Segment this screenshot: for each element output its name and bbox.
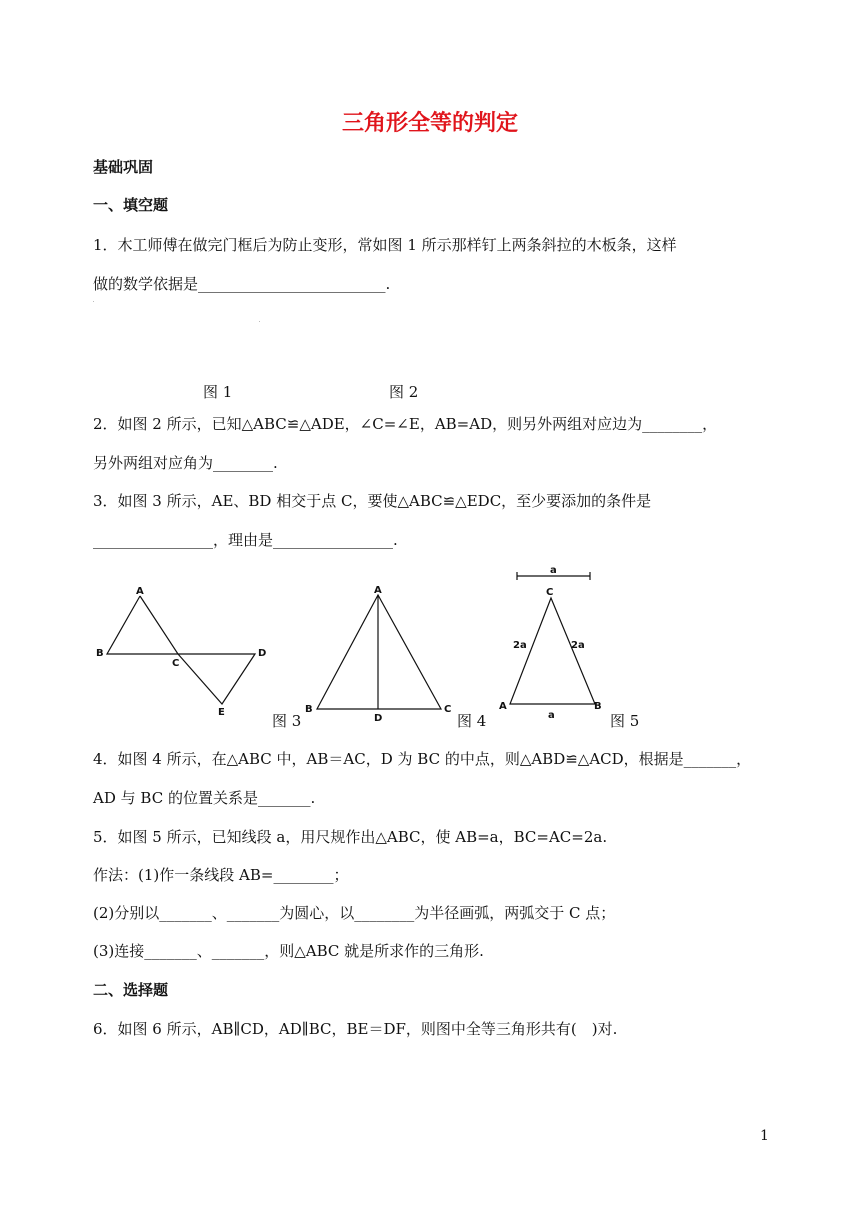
figure-1-caption: 图 1: [203, 383, 233, 401]
figure-5-caption: 图 5: [610, 712, 640, 730]
figure-5-diagram: [495, 562, 610, 724]
page-title: 三角形全等的判定: [341, 111, 518, 136]
question-1-line-1: 1．木工师傅在做完门框后为防止变形，常如图 1 所示那样钉上两条斜拉的木板条，这样: [93, 236, 677, 254]
figure-2-caption: 图 2: [389, 383, 419, 401]
page-number: 1: [760, 1128, 769, 1144]
fig3-label-d: D: [258, 648, 267, 659]
fig4-label-c: C: [444, 704, 452, 715]
question-2-line-2: 另外两组对应角为________.: [93, 454, 278, 472]
fig5-label-left-side: 2a: [513, 640, 527, 651]
part-heading-multiple-choice: 二、选择题: [93, 981, 169, 999]
question-5-line-4: (3)连接_______、_______，则△ABC 就是所求作的三角形.: [93, 942, 484, 960]
fig3-label-a: A: [136, 586, 144, 597]
question-3-line-2: ________________，理由是________________.: [93, 531, 398, 549]
question-4-line-1: 4．如图 4 所示，在△ABC 中，AB＝AC，D 为 BC 的中点，则△ABD≌△ACD，根据是_______，: [93, 750, 752, 768]
question-5-line-1: 5．如图 5 所示，已知线段 a，用尺规作出△ABC，使 AB=a，BC=AC=2a.: [93, 828, 608, 846]
fig4-label-b: B: [305, 704, 313, 715]
fig5-label-b: B: [594, 701, 602, 712]
fig3-label-e: E: [218, 707, 225, 718]
figure-3-caption: 图 3: [272, 712, 302, 730]
fig5-label-a-vertex: A: [499, 701, 507, 712]
fig3-label-c: C: [172, 658, 180, 669]
figure-4-diagram: [300, 580, 460, 725]
fig5-label-right-side: 2a: [571, 640, 585, 651]
placeholder-dot: [93, 301, 94, 302]
figure-4-caption: 图 4: [457, 712, 487, 730]
question-4-line-2: AD 与 BC 的位置关系是_______.: [93, 789, 316, 807]
question-1-line-2: 做的数学依据是_________________________.: [93, 275, 391, 293]
question-2-line-1: 2．如图 2 所示，已知△ABC≌△ADE，∠C=∠E，AB=AD，则另外两组对应边为________，: [93, 415, 718, 433]
question-5-line-2: 作法：(1)作一条线段 AB=________；: [93, 866, 349, 884]
placeholder-dot: [259, 321, 260, 322]
fig4-label-d: D: [374, 713, 383, 724]
figure-3-diagram: [90, 580, 280, 720]
question-3-line-1: 3．如图 3 所示，AE、BD 相交于点 C，要使△ABC≌△EDC，至少要添加的条件是: [93, 492, 652, 510]
fig3-label-b: B: [96, 648, 104, 659]
question-6-line-1: 6．如图 6 所示，AB∥CD，AD∥BC，BE＝DF，则图中全等三角形共有( )对.: [93, 1020, 618, 1038]
fig5-label-a-base: a: [548, 710, 555, 721]
part-heading-fill-blank: 一、填空题: [93, 196, 169, 214]
question-5-line-3: (2)分别以_______、_______为圆心，以________为半径画弧，两弧交于 C 点；: [93, 904, 616, 922]
fig5-label-c: C: [546, 587, 554, 598]
section-heading: 基础巩固: [93, 158, 154, 176]
fig5-label-a-top: a: [550, 565, 557, 576]
fig4-label-a: A: [374, 585, 382, 596]
